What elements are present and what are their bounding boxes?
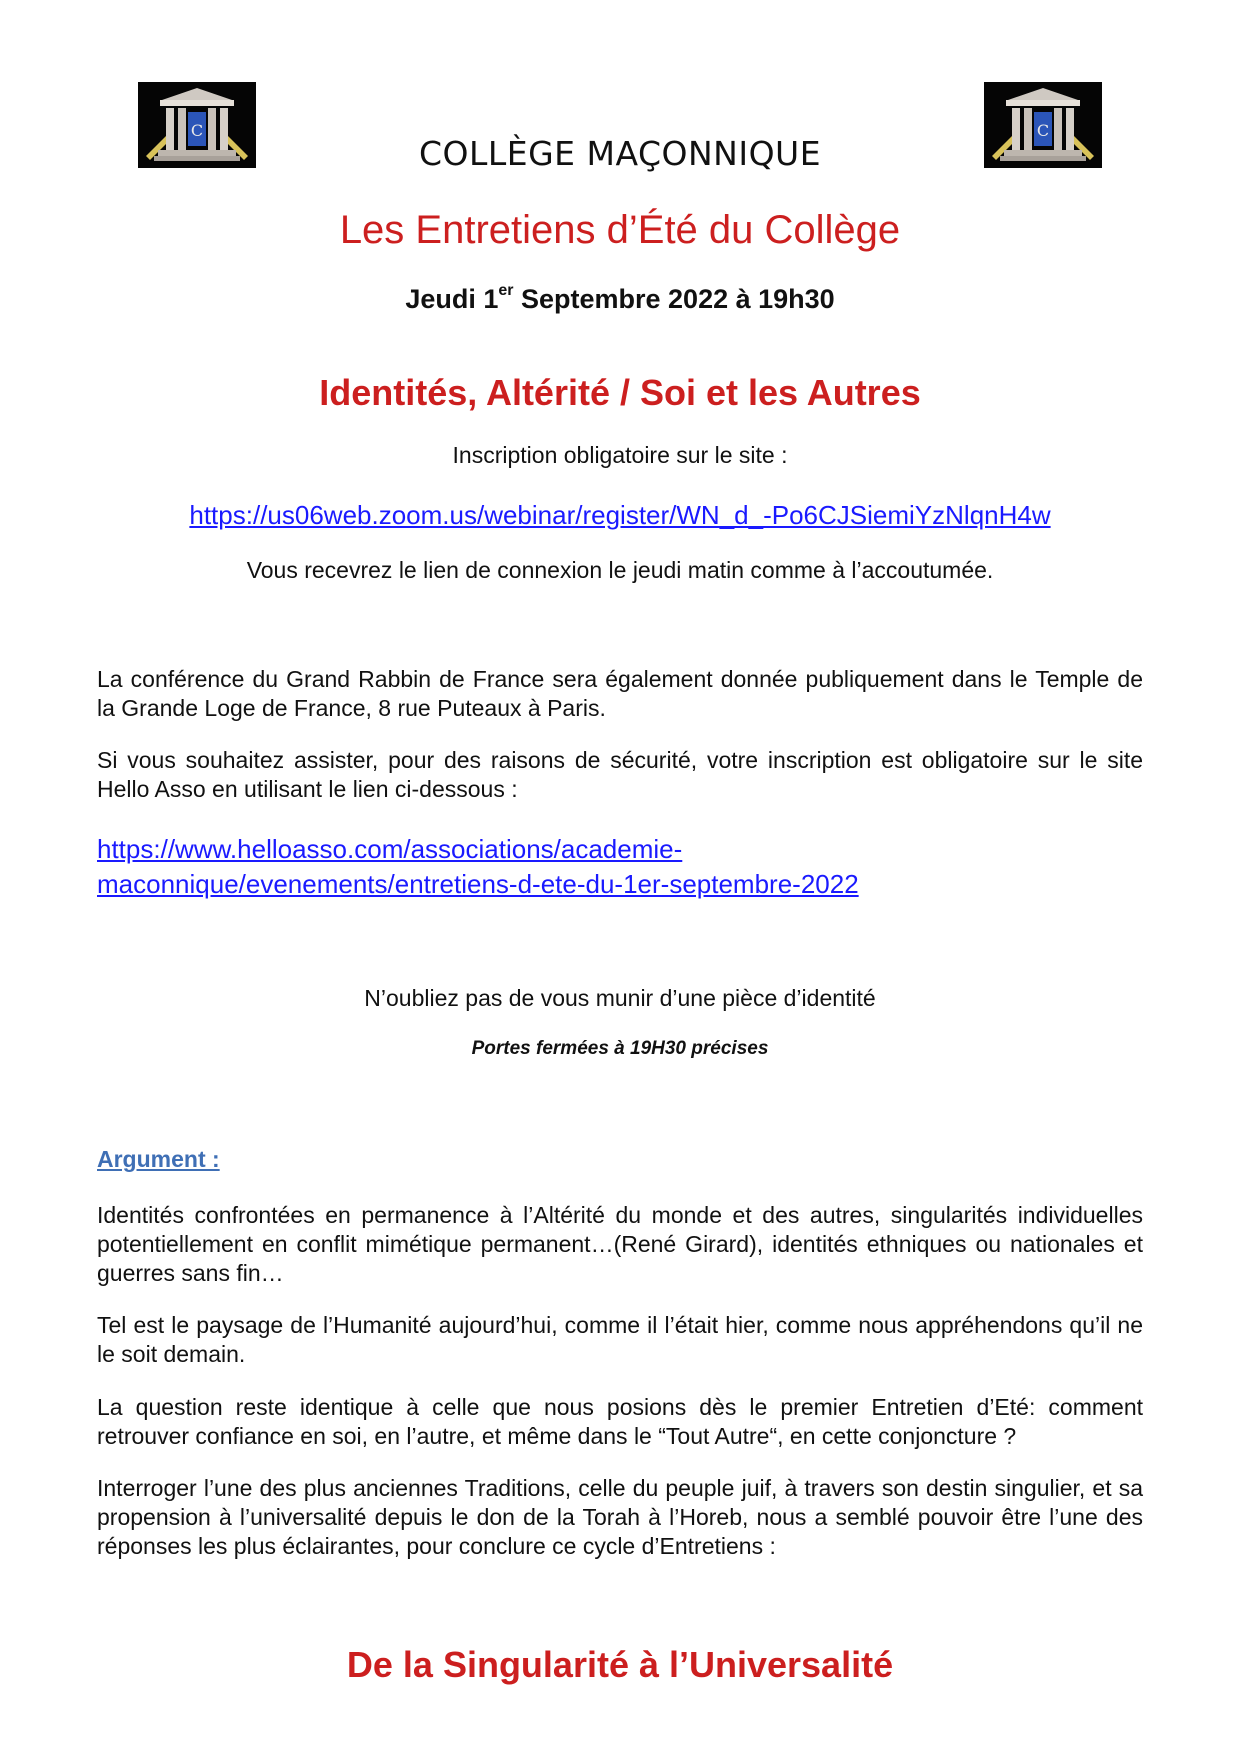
event-date-day: Jeudi 1 xyxy=(405,284,499,314)
org-title: COLLÈGE MAÇONNIQUE xyxy=(418,134,822,173)
zoom-registration-link-wrap xyxy=(0,500,1240,531)
zoom-registration-link[interactable]: https://us06web.zoom.us/webinar/register/WN_d_-Po6CJSiemiYzNlqnH4w xyxy=(189,500,1051,530)
argument-paragraph-1: Identités confrontées en permanence à l’Altérité du monde et des autres, singularités individuelles potentiellement en conflit mimétique permanent…(René Girard), identités ethniques ou nationales et guerres sans fin… xyxy=(97,1202,1143,1286)
event-title: Les Entretiens d’Été du Collège xyxy=(339,208,901,252)
public-conference-paragraph: La conférence du Grand Rabbin de France sera également donnée publiquement dans le Temple de la Grande Loge de France, 8 rue Puteaux à Paris. xyxy=(97,666,1143,721)
argument-paragraph-4: Interroger l’une des plus anciennes Traditions, celle du peuple juif, à travers son destin singulier, et sa propension à l’universalité depuis le don de la Torah à l’Horeb, nous a semblé pouvoir être l’une des réponses les plus éclairantes, pour conclure ce cycle d’Entretiens : xyxy=(97,1475,1143,1559)
identity-document-note: N’oubliez pas de vous munir d’une pièce d’identité xyxy=(364,985,876,1011)
svg-text:C: C xyxy=(190,121,204,140)
event-theme: Identités, Altérité / Soi et les Autres xyxy=(319,372,921,413)
argument-heading: Argument : xyxy=(97,1146,220,1172)
registration-label: Inscription obligatoire sur le site : xyxy=(452,442,788,468)
event-date xyxy=(0,284,1240,315)
event-date-rest: Septembre 2022 à 19h30 xyxy=(513,284,835,314)
connection-note: Vous recevrez le lien de connexion le jeudi matin comme à l’accoutumée. xyxy=(246,557,994,583)
helloasso-link-line1[interactable]: https://www.helloasso.com/associations/academie- xyxy=(97,834,683,864)
doors-closed-note: Portes fermées à 19H30 précises xyxy=(471,1038,769,1059)
argument-paragraph-2: Tel est le paysage de l’Humanité aujourd’hui, comme il l’était hier, comme nous appréhendons qu’il ne le soit demain. xyxy=(97,1312,1143,1367)
event-date-ordinal: er xyxy=(498,282,514,299)
helloasso-link-line2[interactable]: maconnique/evenements/entretiens-d-ete-du-1er-septembre-2022 xyxy=(97,869,859,899)
argument-paragraph-3: La question reste identique à celle que nous posions dès le premier Entretien d’Eté: comment retrouver confiance en soi, en l’autre, et même dans le “Tout Autre“, en cette conjoncture ? xyxy=(97,1394,1143,1449)
security-registration-paragraph: Si vous souhaitez assister, pour des raisons de sécurité, votre inscription est obligatoire sur le site Hello Asso en utilisant le lien ci-dessous : xyxy=(97,747,1143,802)
helloasso-link-block xyxy=(97,832,1157,902)
svg-text:C: C xyxy=(1036,121,1050,140)
closing-title: De la Singularité à l’Universalité xyxy=(346,1644,894,1685)
